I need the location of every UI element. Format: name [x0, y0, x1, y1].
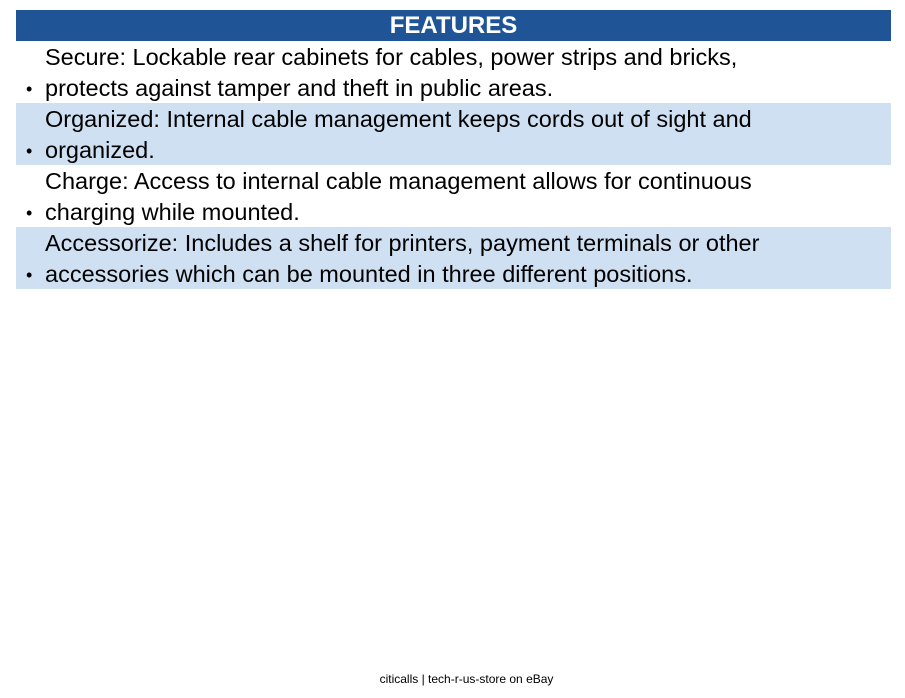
bullet-icon: •	[26, 265, 33, 285]
footer-caption: citicalls | tech-r-us-store on eBay	[379, 672, 554, 686]
feature-text	[45, 166, 891, 227]
feature-line: Accessorize: Includes a shelf for printers, payment terminals or other	[45, 230, 760, 256]
feature-row-organized	[16, 103, 891, 165]
feature-line: protects against tamper and theft in public areas.	[45, 74, 554, 101]
bullet-icon: •	[26, 203, 33, 223]
feature-row-charge	[16, 165, 891, 227]
feature-line: charging while mounted.	[45, 198, 300, 225]
bullet-icon: •	[26, 141, 33, 161]
feature-line: Charge: Access to internal cable management allows for continuous	[45, 168, 752, 194]
feature-line: Organized: Internal cable management keeps cords out of sight and	[45, 106, 752, 132]
feature-text	[45, 228, 891, 289]
feature-text	[45, 42, 891, 103]
bullet-icon: •	[26, 79, 33, 99]
feature-row-secure	[16, 41, 891, 103]
feature-line: Secure: Lockable rear cabinets for cables, power strips and bricks,	[45, 44, 738, 70]
feature-row-accessorize	[16, 227, 891, 289]
feature-line: organized.	[45, 136, 155, 163]
features-header: FEATURES	[16, 10, 891, 41]
feature-text	[45, 104, 891, 165]
feature-line: accessories which can be mounted in three different positions.	[45, 260, 693, 287]
features-table	[16, 10, 891, 289]
